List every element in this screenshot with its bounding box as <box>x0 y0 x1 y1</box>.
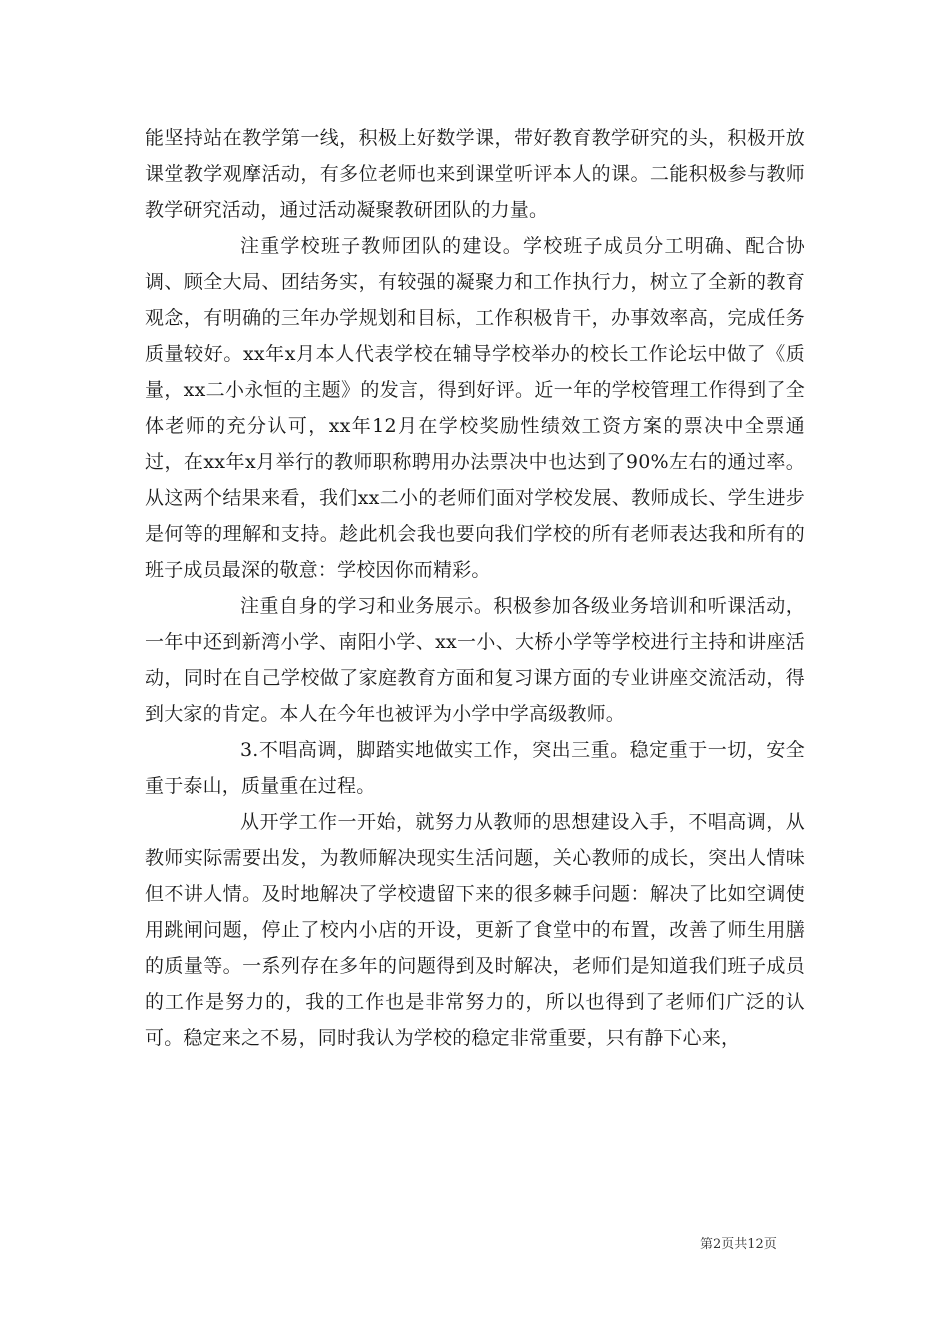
paragraph: 注重自身的学习和业务展示。积极参加各级业务培训和听课活动，一年中还到新湾小学、南阳小学、xx一小、大桥小学等学校进行主持和讲座活动，同时在自己学校做了家庭教育方面和复习课方面的专业讲座交流活动，得到大家的肯定。本人在今年也被评为小学中学高级教师。 <box>145 595 805 725</box>
page-footer: 第2页共12页 <box>700 1237 777 1252</box>
paragraph: 能坚持站在教学第一线，积极上好数学课，带好教育教学研究的头，积极开放课堂教学观摩活动，有多位老师也来到课堂听评本人的课。二能积极参与教师教学研究活动，通过活动凝聚教研团队的力量。 <box>145 127 805 221</box>
body-text <box>145 120 805 1056</box>
paragraph: 注重学校班子教师团队的建设。学校班子成员分工明确、配合协调、顾全大局、团结务实，有较强的凝聚力和工作执行力，树立了全新的教育观念，有明确的三年办学规划和目标，工作积极肯干，办事效率高，完成任务质量较好。xx年x月本人代表学校在辅导学校举办的校长工作论坛中做了《质量，xx二小永恒的主题》的发言，得到好评。近一年的学校管理工作得到了全体老师的充分认可，xx年12月在学校奖励性绩效工资方案的票决中全票通过，在xx年x月举行的教师职称聘用办法票决中也达到了90%左右的通过率。从这两个结果来看，我们xx二小的老师们面对学校发展、教师成长、学生进步是何等的理解和支持。趁此机会我也要向我们学校的所有老师表达我和所有的班子成员最深的敬意：学校因你而精彩。 <box>145 235 805 581</box>
paragraph: 从开学工作一开始，就努力从教师的思想建设入手，不唱高调，从教师实际需要出发，为教师解决现实生活问题，关心教师的成长，突出人情味但不讲人情。及时地解决了学校遗留下来的很多棘手问题：解决了比如空调使用跳闸问题，停止了校内小店的开设，更新了食堂中的布置，改善了师生用膳的质量等。一系列存在多年的问题得到及时解决，老师们是知道我们班子成员的工作是努力的，我的工作也是非常努力的，所以也得到了老师们广泛的认可。稳定来之不易，同时我认为学校的稳定非常重要，只有静下心来， <box>145 811 805 1049</box>
paragraph: 3.不唱高调，脚踏实地做实工作，突出三重。稳定重于一切，安全重于泰山，质量重在过程。 <box>145 739 805 797</box>
